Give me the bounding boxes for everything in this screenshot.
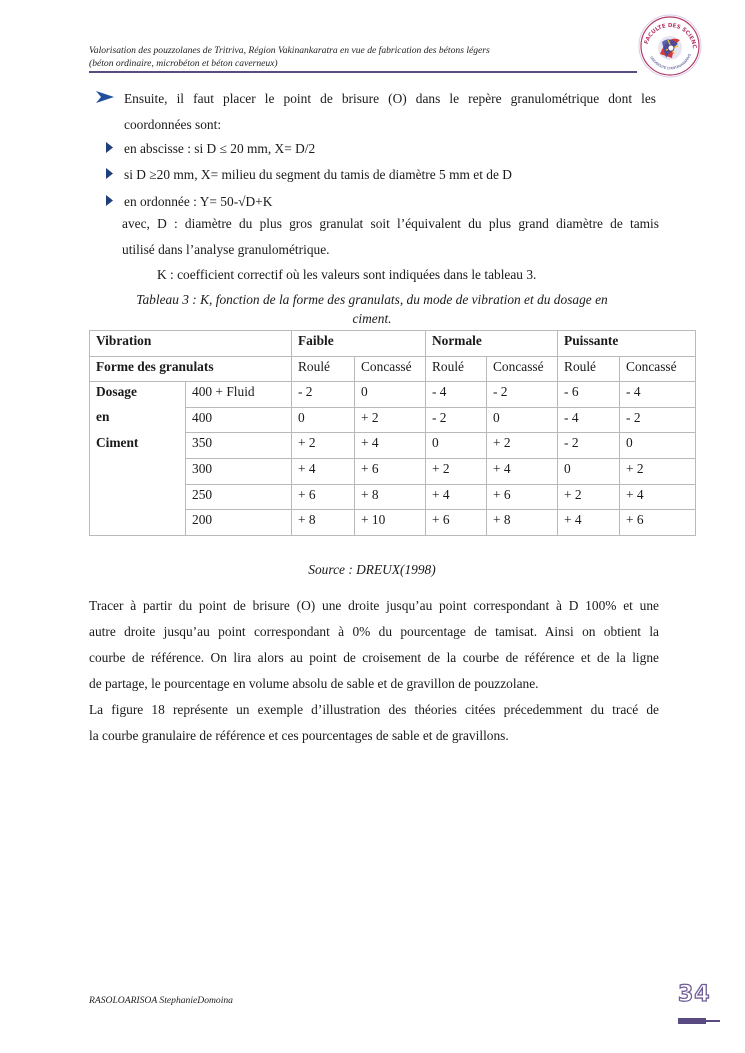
- value-cell: + 8: [487, 510, 558, 536]
- page-number-bar: [678, 1018, 706, 1024]
- value-cell: + 6: [620, 510, 696, 536]
- value-cell: - 6: [558, 382, 620, 408]
- value-cell: - 4: [558, 407, 620, 433]
- value-cell: 0: [558, 458, 620, 484]
- k-coefficient-line: K : coefficient correctif où les valeurs sont indiquées dans le tableau 3.: [157, 267, 537, 282]
- dosage-cell: 350: [186, 433, 292, 459]
- table-source: Source : DREUX(1998): [308, 562, 436, 577]
- avec-line-1: avec, D : diamètre du plus gros granulat soit l’équivalent du plus grand diamètre de tamis: [122, 216, 659, 231]
- value-cell: 0: [426, 433, 487, 459]
- value-cell: + 6: [292, 484, 355, 510]
- dosage-label-spacer: [90, 484, 186, 510]
- vibration-puissante: Puissante: [558, 331, 696, 357]
- value-cell: 0: [355, 382, 426, 408]
- vibration-faible: Faible: [292, 331, 426, 357]
- value-cell: 0: [487, 407, 558, 433]
- table-header-row: [90, 331, 696, 357]
- body-line: la courbe granulaire de référence et ces pourcentages de sable et de gravillons.: [89, 728, 509, 743]
- bullet-si-d: si D ≥20 mm, X= milieu du segment du tamis de diamètre 5 mm et de D: [124, 167, 512, 182]
- logo-text-top: FACULTE DES SCIENC: [643, 22, 698, 50]
- table-row: [90, 510, 696, 536]
- triangle-bullet-icon: [106, 195, 113, 206]
- dosage-label-2: en: [90, 407, 186, 433]
- body-line: autre droite jusqu’au point correspondant à 0% du pourcentage de tamisat. Ainsi on obtient la: [89, 624, 659, 639]
- value-cell: - 2: [558, 433, 620, 459]
- k-coefficient-table: [89, 330, 696, 536]
- value-cell: - 4: [620, 382, 696, 408]
- header-rule: [89, 71, 637, 73]
- dosage-label-3: Ciment: [90, 433, 186, 459]
- header-line-2: (béton ordinaire, microbéton et béton caverneux): [89, 58, 278, 69]
- page-number: 34: [678, 982, 711, 1007]
- value-cell: + 2: [426, 458, 487, 484]
- table-caption: [108, 290, 636, 328]
- dosage-label-1: Dosage: [90, 382, 186, 408]
- dosage-cell: 300: [186, 458, 292, 484]
- forme-cell: Roulé: [558, 356, 620, 382]
- triangle-bullet-icon: [106, 168, 113, 179]
- value-cell: - 2: [487, 382, 558, 408]
- value-cell: + 4: [487, 458, 558, 484]
- forme-cell: Roulé: [292, 356, 355, 382]
- value-cell: + 2: [487, 433, 558, 459]
- table-row: [90, 433, 696, 459]
- value-cell: + 4: [620, 484, 696, 510]
- value-cell: + 6: [487, 484, 558, 510]
- forme-cell: Concassé: [620, 356, 696, 382]
- body-line: courbe de référence. On lira alors au point de croisement de la courbe de référence et de la ligne: [89, 650, 659, 665]
- footer-author: RASOLOARISOA StephanieDomoina: [89, 995, 233, 1006]
- value-cell: - 2: [292, 382, 355, 408]
- running-header: [89, 44, 634, 70]
- value-cell: 0: [620, 433, 696, 459]
- value-cell: 0: [292, 407, 355, 433]
- table-row: [90, 382, 696, 408]
- table-caption-line-1: Tableau 3 : K, fonction de la forme des granulats, du mode de vibration et du dosage en: [136, 292, 608, 307]
- value-cell: + 2: [355, 407, 426, 433]
- table-row: [90, 407, 696, 433]
- faculty-logo: [638, 14, 702, 78]
- vibration-label: Vibration: [90, 331, 292, 357]
- table-row: [90, 484, 696, 510]
- intro-line-2: coordonnées sont:: [124, 117, 222, 132]
- value-cell: + 10: [355, 510, 426, 536]
- forme-cell: Concassé: [355, 356, 426, 382]
- value-cell: + 8: [355, 484, 426, 510]
- dosage-label-spacer: [90, 510, 186, 536]
- value-cell: + 2: [558, 484, 620, 510]
- table-row: [90, 458, 696, 484]
- value-cell: + 2: [292, 433, 355, 459]
- logo-text-bottom: UNIVERSITE D'ANTANANARIVO: [649, 53, 692, 71]
- dosage-cell: 250: [186, 484, 292, 510]
- value-cell: + 6: [355, 458, 426, 484]
- bullet-abscisse: en abscisse : si D ≤ 20 mm, X= D/2: [124, 141, 316, 156]
- value-cell: + 8: [292, 510, 355, 536]
- table-forme-row: [90, 356, 696, 382]
- avec-line-2: utilisé dans l’analyse granulométrique.: [122, 242, 330, 257]
- intro-line-1: Ensuite, il faut placer le point de brisure (O) dans le repère granulométrique dont les: [124, 91, 656, 106]
- body-line: Tracer à partir du point de brisure (O) une droite jusqu’au point correspondant à D 100% et une: [89, 598, 659, 613]
- forme-cell: Concassé: [487, 356, 558, 382]
- value-cell: - 4: [426, 382, 487, 408]
- value-cell: + 4: [558, 510, 620, 536]
- dosage-cell: 400 + Fluid: [186, 382, 292, 408]
- body-line: La figure 18 représente un exemple d’illustration des théories citées précedemment du tracé de: [89, 702, 659, 717]
- forme-label: Forme des granulats: [90, 356, 292, 382]
- triangle-bullet-icon: [106, 142, 113, 153]
- arrow-bullet-icon: [96, 91, 114, 103]
- vibration-normale: Normale: [426, 331, 558, 357]
- dosage-cell: 400: [186, 407, 292, 433]
- page-number-rule: [706, 1020, 720, 1022]
- value-cell: + 4: [292, 458, 355, 484]
- dosage-cell: 200: [186, 510, 292, 536]
- body-paragraph-2: [89, 697, 659, 749]
- value-cell: + 2: [620, 458, 696, 484]
- body-paragraph-1: [89, 593, 659, 697]
- bullet-ordonnee: en ordonnée : Y= 50-√D+K: [124, 194, 273, 209]
- value-cell: + 6: [426, 510, 487, 536]
- value-cell: - 2: [426, 407, 487, 433]
- forme-cell: Roulé: [426, 356, 487, 382]
- table-caption-line-2: ciment.: [352, 311, 392, 326]
- dosage-label-spacer: [90, 458, 186, 484]
- value-cell: - 2: [620, 407, 696, 433]
- value-cell: + 4: [355, 433, 426, 459]
- header-line-1: Valorisation des pouzzolanes de Tritriva, Région Vakinankaratra en vue de fabrication des bétons légers: [89, 45, 490, 56]
- value-cell: + 4: [426, 484, 487, 510]
- body-line: de partage, le pourcentage en volume absolu de sable et de gravillon de pouzzolane.: [89, 676, 539, 691]
